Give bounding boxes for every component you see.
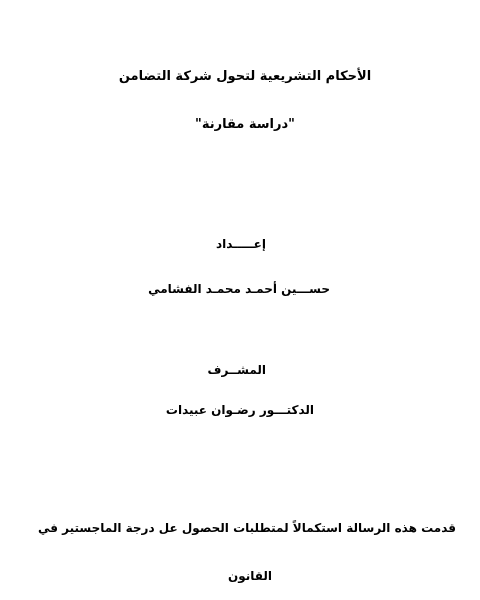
author-name: حســـين أحمـد محمـد الفشامي [148,282,330,296]
prepared-by-label: إعـــــداد [215,237,266,251]
thesis-title: الأحكام التشريعية لتحول شركة التضامن [118,69,372,84]
supervisor-label: المشــرف [207,363,266,377]
submission-statement: قدمت هذه الرسالة استكمالاً لمتطلبات الحصول عل درجة الماجستير في [37,521,457,535]
thesis-subtitle: "دراسة مقارنة" [195,117,295,132]
supervisor-name: الدكتـــور رضـوان عبيدات [165,403,314,417]
degree-field: القانون [227,569,273,583]
